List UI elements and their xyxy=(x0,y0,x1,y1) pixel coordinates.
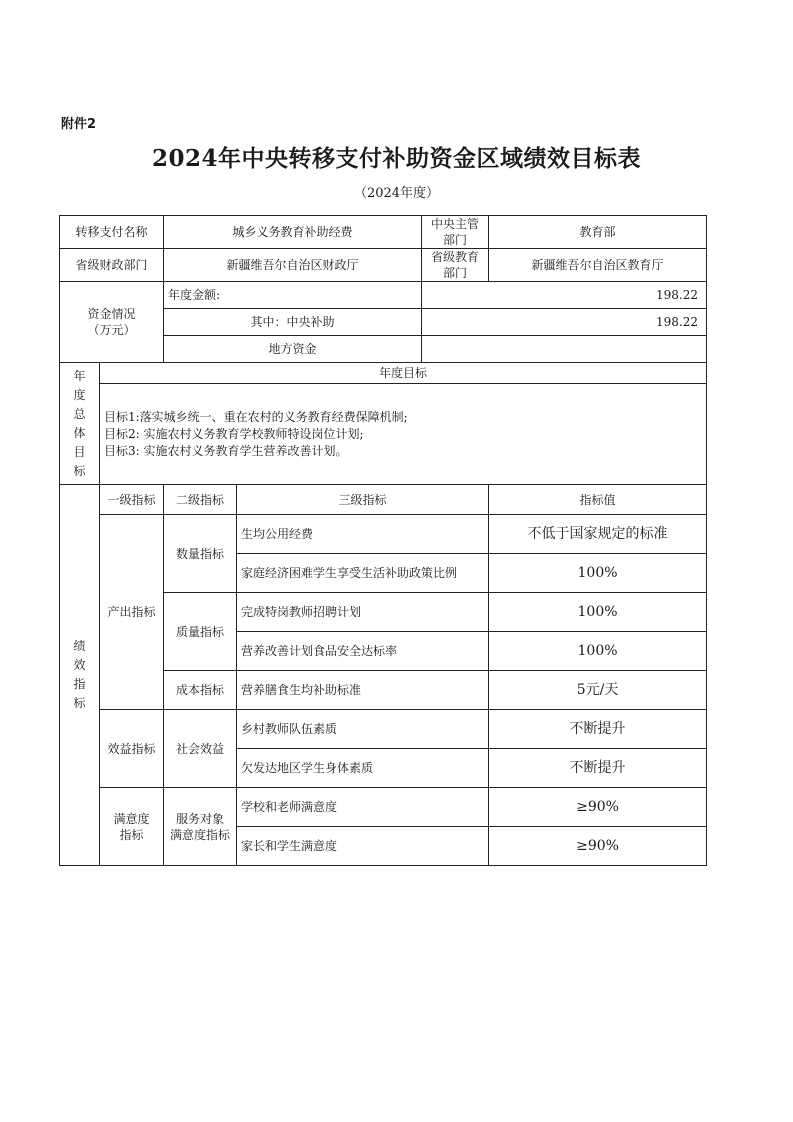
level2-cost: 成本指标 xyxy=(164,671,237,710)
level3-item: 乡村教师队伍素质 xyxy=(237,710,489,749)
perf-header-value: 指标值 xyxy=(489,485,707,515)
level3-item: 家庭经济困难学生享受生活补助政策比例 xyxy=(237,554,489,593)
prov-edu-value: 新疆维吾尔自治区教育厅 xyxy=(489,249,707,282)
prov-edu-label: 省级教育部门 xyxy=(422,249,489,282)
funds-unit: （万元） xyxy=(87,323,136,337)
level2-quality: 质量指标 xyxy=(164,593,237,671)
level1-satisfaction xyxy=(100,788,164,866)
prov-finance-value: 新疆维吾尔自治区财政厅 xyxy=(164,249,422,282)
indicator-value: 100% xyxy=(489,593,707,632)
central-dept-value: 教育部 xyxy=(489,216,707,249)
perf-vertical-cell xyxy=(60,485,100,866)
level3-item: 家长和学生满意度 xyxy=(237,827,489,866)
perf-header-level3: 三级指标 xyxy=(237,485,489,515)
goal-item: 目标2: 实施农村义务教育学校教师特设岗位计划; xyxy=(104,426,364,441)
level1-output: 产出指标 xyxy=(100,515,164,710)
local-funds-value xyxy=(422,336,707,363)
table-row xyxy=(60,710,707,749)
level3-item: 学校和老师满意度 xyxy=(237,788,489,827)
level2-social: 社会效益 xyxy=(164,710,237,788)
annual-goal-vertical-label: 年度总体目标 xyxy=(73,368,86,478)
goal-item: 目标1:落实城乡统一、重在农村的义务教育经费保障机制; xyxy=(104,409,408,424)
indicator-value: 5元/天 xyxy=(489,671,707,710)
transfer-name-label: 转移支付名称 xyxy=(60,216,164,249)
perf-header-row xyxy=(60,485,707,515)
funds-annual-row xyxy=(60,282,707,309)
annual-amount-label: 年度金额: xyxy=(164,282,422,309)
level2-service xyxy=(164,788,237,866)
central-subsidy-label: 其中：中央补助 xyxy=(164,309,422,336)
indicator-value: 100% xyxy=(489,554,707,593)
annual-goal-list xyxy=(100,384,707,485)
level3-item: 完成特岗教师招聘计划 xyxy=(237,593,489,632)
local-funds-label: 地方资金 xyxy=(164,336,422,363)
annual-amount-value: 198.22 xyxy=(422,282,707,309)
level2-service-line2: 满意度指标 xyxy=(170,827,231,842)
annual-goal-vertical-cell xyxy=(60,363,100,485)
table-row xyxy=(60,788,707,827)
indicator-value: 不低于国家规定的标准 xyxy=(489,515,707,554)
indicator-value: ≥90% xyxy=(489,788,707,827)
level1-satisfaction-line2: 指标 xyxy=(119,827,144,842)
table-row xyxy=(60,515,707,554)
level2-quantity: 数量指标 xyxy=(164,515,237,593)
page-subtitle: （2024年度） xyxy=(353,186,440,201)
perf-header-level2: 二级指标 xyxy=(164,485,237,515)
level1-benefit: 效益指标 xyxy=(100,710,164,788)
level3-item: 营养改善计划食品安全达标率 xyxy=(237,632,489,671)
prov-finance-label: 省级财政部门 xyxy=(60,249,164,282)
level1-satisfaction-line1: 满意度 xyxy=(113,811,150,826)
indicator-value: 不断提升 xyxy=(489,749,707,788)
annual-goal-header: 年度目标 xyxy=(100,363,707,384)
annual-goal-body-row xyxy=(60,384,707,485)
perf-header-level1: 一级指标 xyxy=(100,485,164,515)
level3-item: 生均公用经费 xyxy=(237,515,489,554)
performance-goal-table xyxy=(59,215,707,866)
indicator-value: ≥90% xyxy=(489,827,707,866)
page-title: 2024年中央转移支付补助资金区域绩效目标表 xyxy=(151,145,641,172)
funds-label: 资金情况 xyxy=(87,307,136,321)
transfer-name-value: 城乡义务教育补助经费 xyxy=(164,216,422,249)
goal-item: 目标3: 实施农村义务教育学生营养改善计划。 xyxy=(104,443,348,458)
level2-service-line1: 服务对象 xyxy=(176,811,225,826)
central-subsidy-value: 198.22 xyxy=(422,309,707,336)
indicator-value: 100% xyxy=(489,632,707,671)
level3-item: 营养膳食生均补助标准 xyxy=(237,671,489,710)
transfer-name-row xyxy=(60,216,707,249)
provincial-dept-row xyxy=(60,249,707,282)
indicator-value: 不断提升 xyxy=(489,710,707,749)
annual-goal-header-row xyxy=(60,363,707,384)
perf-vertical-label: 绩效指标 xyxy=(73,639,86,710)
central-dept-label: 中央主管部门 xyxy=(422,216,489,249)
level3-item: 欠发达地区学生身体素质 xyxy=(237,749,489,788)
attachment-label: 附件2 xyxy=(61,117,97,132)
funds-label-cell xyxy=(60,282,164,363)
